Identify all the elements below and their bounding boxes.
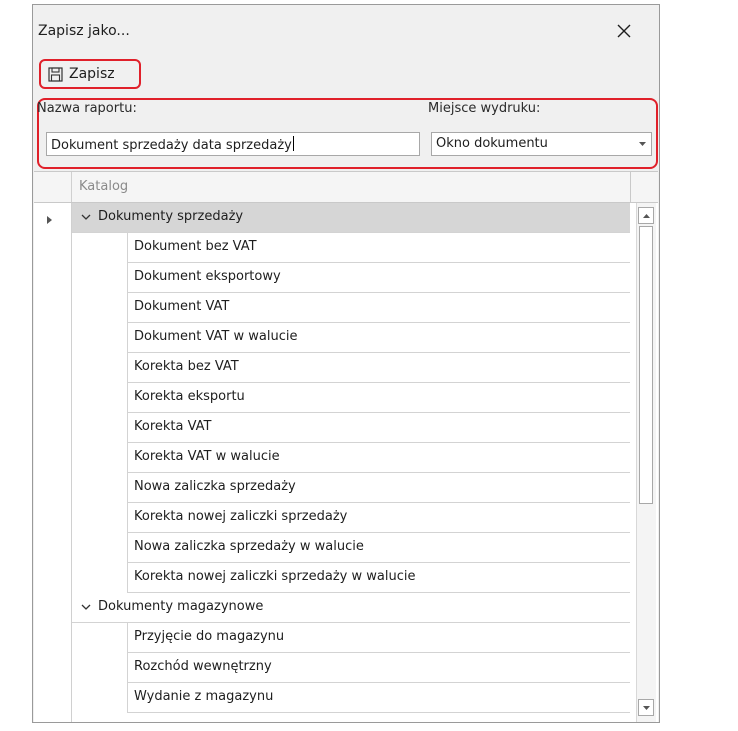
print-place-select[interactable]: [431, 132, 652, 156]
item-label: Dokument eksportowy: [134, 269, 281, 284]
item-label: Korekta VAT: [134, 419, 212, 434]
tree-item-row[interactable]: [127, 653, 630, 683]
save-button-label: Zapisz: [69, 66, 115, 82]
tree-item-row[interactable]: [127, 293, 630, 323]
print-place-value: Okno dokumentu: [436, 136, 548, 151]
title-bar: [33, 5, 659, 57]
tree-item-row[interactable]: [127, 353, 630, 383]
floppy-save-icon: [48, 67, 63, 82]
item-label: Rozchód wewnętrzny: [134, 659, 272, 674]
scroll-thumb[interactable]: [639, 226, 653, 504]
report-name-label: Nazwa raportu:: [37, 101, 137, 116]
row-indicator-header: [34, 172, 72, 202]
tree-item-row[interactable]: [127, 383, 630, 413]
item-label: Nowa zaliczka sprzedaży w walucie: [134, 539, 364, 554]
chevron-down-icon: [639, 142, 646, 146]
print-place-label: Miejsce wydruku:: [428, 101, 541, 116]
tree-item-row[interactable]: [127, 563, 630, 593]
item-label: Nowa zaliczka sprzedaży: [134, 479, 296, 494]
tree-item-row[interactable]: [127, 503, 630, 533]
item-label: Korekta VAT w walucie: [134, 449, 280, 464]
arrow-up-icon: [643, 214, 650, 218]
item-label: Wydanie z magazynu: [134, 689, 274, 704]
report-name-value: Dokument sprzedaży data sprzedaży: [51, 138, 292, 153]
item-label: Korekta nowej zaliczki sprzedaży w walucie: [134, 569, 416, 584]
current-row-arrow-icon: [47, 216, 52, 224]
tree-item-row[interactable]: [127, 263, 630, 293]
arrow-down-icon: [643, 706, 650, 710]
group-label: Dokumenty sprzedaży: [98, 209, 244, 224]
close-button[interactable]: [611, 18, 637, 44]
tree-item-row[interactable]: [127, 233, 630, 263]
scroll-down-button[interactable]: [638, 699, 654, 716]
column-header-catalog[interactable]: [72, 172, 631, 202]
tree-item-row[interactable]: [127, 413, 630, 443]
tree-item-row[interactable]: [127, 443, 630, 473]
item-label: Dokument VAT: [134, 299, 230, 314]
grid-header: [34, 172, 658, 203]
save-button[interactable]: [39, 59, 141, 89]
item-label: Korekta bez VAT: [134, 359, 239, 374]
item-label: Przyjęcie do magazynu: [134, 629, 285, 644]
chevron-down-icon[interactable]: [81, 604, 91, 610]
scroll-up-button[interactable]: [638, 207, 654, 224]
tree-item-row[interactable]: [127, 533, 630, 563]
tree-item-row[interactable]: [127, 473, 630, 503]
item-label: Korekta eksportu: [134, 389, 245, 404]
vertical-scrollbar[interactable]: [636, 203, 656, 722]
tree-item-row[interactable]: [127, 623, 630, 653]
item-label: Korekta nowej zaliczki sprzedaży: [134, 509, 348, 524]
save-as-dialog: [32, 4, 660, 723]
tree-group-row[interactable]: [72, 593, 630, 623]
group-label: Dokumenty magazynowe: [98, 599, 264, 614]
column-header-label: Katalog: [79, 179, 129, 194]
catalog-grid: [34, 171, 658, 722]
close-icon: [617, 24, 631, 38]
row-indicator-column: [34, 203, 72, 722]
tree-item-row[interactable]: [127, 323, 630, 353]
item-label: Dokument bez VAT: [134, 239, 257, 254]
chevron-down-icon[interactable]: [81, 214, 91, 220]
window-title: Zapisz jako...: [38, 23, 130, 39]
tree-item-row[interactable]: [127, 683, 630, 713]
item-label: Dokument VAT w walucie: [134, 329, 298, 344]
text-caret: [293, 136, 294, 151]
report-name-input[interactable]: [46, 132, 420, 156]
tree-group-row[interactable]: [72, 203, 630, 233]
